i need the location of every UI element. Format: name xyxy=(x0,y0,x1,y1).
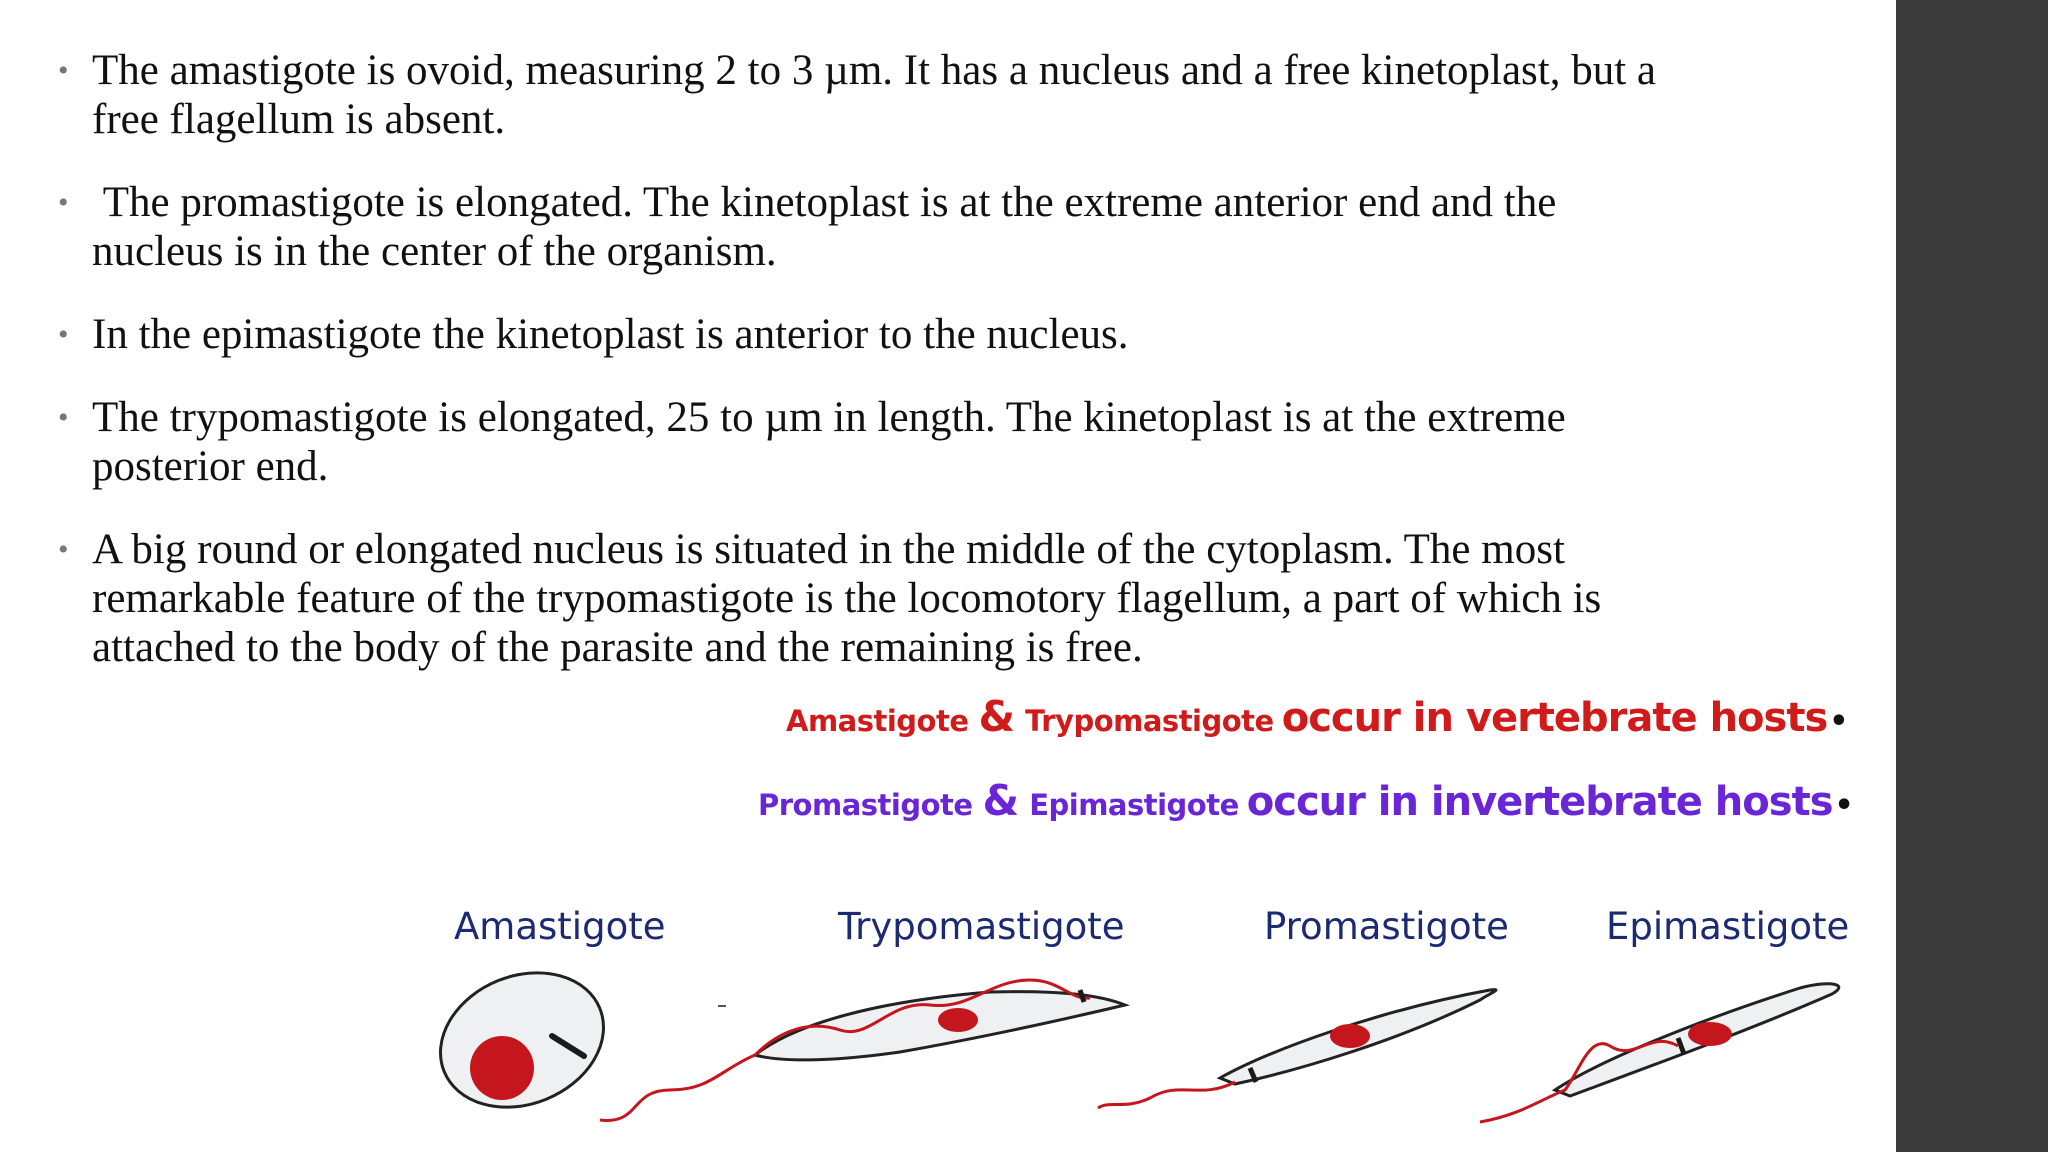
caption-invertebrate-text: occur in invertebrate hosts xyxy=(1246,779,1833,825)
caption-promastigote: Promastigote xyxy=(758,788,973,822)
amastigote-illustration xyxy=(420,950,624,1131)
promastigote-illustration xyxy=(1098,990,1496,1108)
bullet-marker: • xyxy=(58,401,69,434)
caption-amastigote: Amastigote xyxy=(786,704,969,738)
caption-epimastigote: Epimastigote xyxy=(1029,788,1239,822)
bullet-marker: • xyxy=(58,533,69,566)
caption-vertebrate-text: occur in vertebrate hosts xyxy=(1281,695,1828,741)
bullet-item xyxy=(54,310,1896,359)
bullet-text-epimastigote: In the epimastigote the kinetoplast is anterior to the nucleus. xyxy=(92,311,1129,358)
promastigote-nucleus xyxy=(1330,1024,1370,1048)
caption-trypomastigote: Trypomastigote xyxy=(1025,704,1274,738)
bullet-marker: • xyxy=(58,318,69,351)
bullet-text-trypomastigote: The trypomastigote is elongated, 25 to µm in length. The kinetoplast is at the extreme posterior end. xyxy=(92,394,1566,490)
label-amastigote: Amastigote xyxy=(454,905,666,948)
bullet-text-amastigote: The amastigote is ovoid, measuring 2 to 3 µm. It has a nucleus and a free kinetoplast, but a free flagellum is absent. xyxy=(92,47,1657,143)
trypomastigote-free-flagellum xyxy=(600,1055,755,1120)
caption-ampersand: & xyxy=(978,692,1016,741)
bullet-text-promastigote: The promastigote is elongated. The kinetoplast is at the extreme anterior end and the nucleus is in the center of the organism. xyxy=(92,179,1557,275)
epimastigote-nucleus xyxy=(1688,1022,1732,1046)
bullet-marker: • xyxy=(58,54,69,87)
label-trypomastigote: Trypomastigote xyxy=(838,905,1125,948)
label-epimastigote: Epimastigote xyxy=(1606,905,1850,948)
bullet-item xyxy=(54,393,1896,491)
bullet-item xyxy=(54,178,1896,276)
trypomastigote-illustration xyxy=(600,980,1125,1120)
bullet-item xyxy=(54,46,1896,144)
bullet-marker: • xyxy=(58,186,69,219)
vertebrate-hosts-caption xyxy=(786,692,1848,748)
trypomastigote-nucleus xyxy=(938,1008,978,1032)
amastigote-nucleus xyxy=(470,1036,534,1100)
caption-end-dot: • xyxy=(1829,704,1849,739)
epimastigote-illustration xyxy=(1480,984,1839,1122)
label-promastigote: Promastigote xyxy=(1264,905,1509,948)
bullet-list xyxy=(54,46,1896,706)
parasite-stages-diagram xyxy=(420,950,1890,1150)
invertebrate-hosts-caption xyxy=(758,776,1854,832)
side-panel xyxy=(1896,0,2048,1152)
amastigote-cell-body xyxy=(420,950,624,1131)
caption-ampersand: & xyxy=(982,776,1020,825)
caption-end-dot: • xyxy=(1834,788,1854,823)
bullet-text-nucleus-flagellum: A big round or elongated nucleus is situated in the middle of the cytoplasm. The most remarkable feature of the trypomastigote is the locomotory flagellum, a part of which is attached to the body of the parasite and the remaining is free. xyxy=(92,526,1602,671)
bullet-item xyxy=(54,525,1896,672)
promastigote-flagellum xyxy=(1098,1082,1235,1108)
